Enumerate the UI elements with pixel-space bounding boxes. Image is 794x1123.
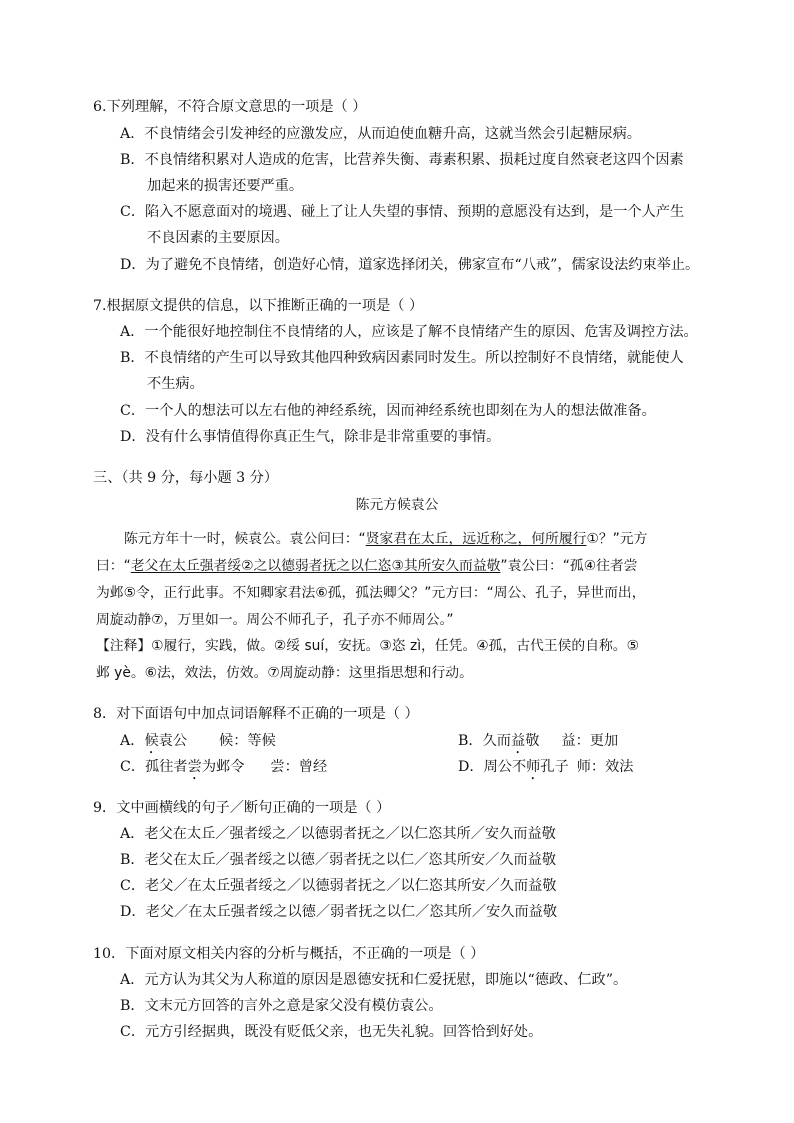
q8-option-a-gloss: 候：等候 <box>219 733 276 749</box>
passage-text: 曰：“ <box>96 558 131 574</box>
q10-stem: 10．下面对原文相关内容的分析与概括，不正确的一项是（ ） <box>93 946 485 962</box>
q8-option-a: A．候袁公 <box>120 733 188 749</box>
q9-option-b: B．老父在太丘／强者绥之以德／弱者抚之以仁／恣其所安／久而益敬 <box>120 852 557 868</box>
q7-option-b: B．不良情绪的产生可以导致其他四种致病因素同时发生。所以控制好不良情绪，就能使人 <box>120 350 684 366</box>
emphasized-word: 候 <box>144 733 159 749</box>
q9-option-a: A．老父在太丘／强者绥之／以德弱者抚之／以仁恣其所／安久而益敬 <box>120 826 556 842</box>
q8-stem: 8．对下面语句中加点词语解释不正确的一项是（ ） <box>93 706 419 722</box>
passage-line-3: 为邺⑤令，正行此事。不知卿家君法⑥孤，孤法卿父？”元方曰：“周公、孔子，异世而出， <box>96 585 646 601</box>
q7-option-b-cont: 不生病。 <box>147 376 204 392</box>
emphasized-word: 益 <box>511 733 526 749</box>
q10-option-a: A．元方认为其父为人称道的原因是恩德安抚和仁爱抚慰，即施以“德政、仁政”。 <box>120 972 628 988</box>
passage-text: ①？”元方 <box>586 531 648 547</box>
underlined-sentence: 老父在太丘强者绥②之以德弱者抚之以仁恣③其所安久而益敬 <box>130 558 501 574</box>
emphasized-word: 师 <box>526 759 541 775</box>
q10-option-b: B．文末元方回答的言外之意是家父没有模仿袁公。 <box>120 998 443 1014</box>
q10-option-c: C．元方引经据典，既没有贬低父亲，也无失礼貌。回答恰到好处。 <box>120 1024 543 1040</box>
underlined-text: 贤家君在太丘，远近称之，何所履行 <box>365 531 587 547</box>
q7-option-a: A．一个能很好地控制住不良情绪的人，应该是了解不良情绪产生的原因、危害及调控方法。 <box>120 324 698 340</box>
passage-text: 陈元方年十一时，候袁公。袁公问曰：“ <box>124 531 366 547</box>
q6-option-b: B．不良情绪积累对人造成的危害，比营养失衡、毒素积累、损耗过度自然衰老这四个因素 <box>120 152 684 168</box>
q9-option-d: D．老父／在太丘强者绥之以德／弱者抚之以仁／恣其所／安久而益敬 <box>120 904 558 920</box>
passage-line-4: 周旋动静⑦，万里如一。周公不师孔子，孔子亦不师周公。” <box>96 612 454 628</box>
passage-text: ”袁公曰：“孤④往者尝 <box>500 558 638 574</box>
annotation-line-2: 邺 yè。⑥法，效法，仿效。⑦周旋动静：这里指思想和行动。 <box>96 665 473 681</box>
passage-title: 陈元方候袁公 <box>355 497 439 513</box>
q7-option-c: C．一个人的想法可以左右他的神经系统，因而神经系统也即刻在为人的想法做准备。 <box>120 403 656 419</box>
passage-line-2 <box>96 557 637 575</box>
q8-option-c: C．孤往者尝为邺令 <box>120 759 245 775</box>
q6-option-b-cont: 加起来的损害还要严重。 <box>147 178 304 194</box>
q6-stem: 6.下列理解，不符合原文意思的一项是（ ） <box>93 99 367 115</box>
q6-option-d: D．为了避免不良情绪，创造好心情，道家选择闭关，佛家宣布“八戒”，儒家设法约束举止。 <box>120 257 700 273</box>
q8-row-2 <box>120 758 720 783</box>
q6-option-c: C．陷入不愿意面对的境遇、碰上了让人失望的事情、预期的意愿没有达到，是一个人产生 <box>120 204 685 220</box>
q7-option-d: D．没有什么事情值得你真正生气，除非是非常重要的事情。 <box>120 429 501 445</box>
q6-option-c-cont: 不良因素的主要原因。 <box>147 230 289 246</box>
q8-option-d: D．周公不师孔子 师：效法 <box>458 759 634 775</box>
q8-option-c-gloss: 尝：曾经 <box>270 759 328 775</box>
q8-option-b: B．久而益敬 益：更加 <box>458 733 619 749</box>
q8-option-b-gloss: 益：更加 <box>561 733 619 749</box>
q8-option-d-gloss: 师：效法 <box>576 759 634 775</box>
q8-row-1 <box>120 732 720 757</box>
annotation-line-1: 【注释】①履行，实践，做。②绥 suí，安抚。③恣 zì，任凭。④孤，古代王侯的自称。⑤ <box>96 638 639 654</box>
q7-stem: 7.根据原文提供的信息，以下推断正确的一项是（ ） <box>93 298 424 314</box>
section-heading: 三、（共 9 分，每小题 3 分） <box>93 470 279 486</box>
q9-option-c: C．老父／在太丘强者绥之／以德弱者抚之／以仁恣其所安／久而益敬 <box>120 878 557 894</box>
q9-stem: 9．文中画横线的句子／断句正确的一项是（ ） <box>93 800 391 816</box>
emphasized-word: 尝 <box>187 759 202 775</box>
passage-line-1 <box>96 530 647 548</box>
q6-option-a: A．不良情绪会引发神经的应激发应，从而迫使血糖升高，这就当然会引起糖尿病。 <box>120 126 641 142</box>
